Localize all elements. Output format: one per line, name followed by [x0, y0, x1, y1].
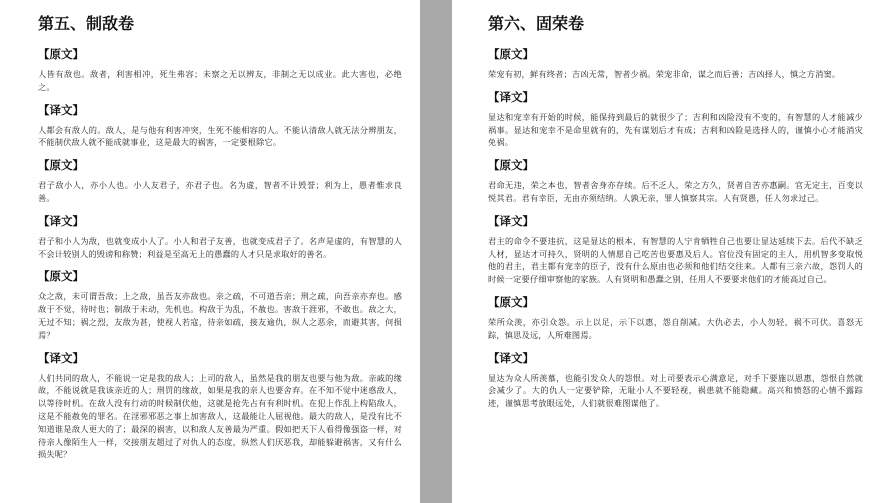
page-title: 第六、固荣卷	[488, 14, 585, 33]
section-heading: 【译文】	[38, 350, 84, 365]
page-title: 第五、制敌卷	[38, 14, 135, 33]
section-heading: 【原文】	[488, 294, 534, 309]
section-heading: 【译文】	[38, 102, 84, 117]
section-heading: 【原文】	[488, 47, 534, 61]
paragraph: 人们共同的敌人，不能说一定是我的敌人；上司的敌人，虽然是我的朋友也要与他为敌。亲戚的缘故，不能说就是我该亲近的人；刑罚的缘故，如果是我的亲人也要舍弃。在不知不觉中迷惑敌人，以等待时机。在敌人没有行动的时候制伏他，这就是抢先占有有利时机。在犯上作乱上构陷敌人，这是不能赦免的罪名。在淫邪邪恶之事上加害敌人，这最能让人屈视他。最大的敌人，是没有比不知道谁是敌人更大的了；最深的祸害，以和敌人友善最为严重。假如把天下人看得像强盗一样，对待亲人像陌生人一样，交接朋友超过了对仇人的态度，纵然人们厌恶我，却能躲避祸害，又有什么损失呢？	[38, 372, 402, 460]
section-heading: 【原文】	[38, 158, 84, 173]
section-heading: 【原文】	[38, 269, 84, 284]
paragraph: 君命无违，荣之本也，智者舍身亦存续。后不乏人，荣之方久，贤者自苦亦惠嗣。官无定主，百变以悦其君。君有幸臣，无由亦须结纳。人孰无亲，罪人慎察其宗。人有贤愚，任人勿求过己。	[488, 180, 863, 203]
paragraph: 显达为众人所羡慕，也能引发众人的怨恨。对上司要表示心满意足，对手下要施以恩惠，怨恨自然就会减少了。大的仇人一定要铲除，无耻小人不要轻视，祸患就不能隐藏。高兴和愤怒的心情不露踪迹，谨慎思考放眼远处，人们就很难图谋他了。	[488, 372, 863, 409]
paragraph: 荣所众羡，亦引众怨。示上以足，示下以惠，怨自削减。大仇必去，小人勿轻，祸不可伏。喜怒无踪，慎思及远，人所难图焉。	[488, 316, 863, 340]
paragraph: 荣宠有初，鲜有终者；吉凶无常，智者少祸。荣宠非命，谋之而后善；吉凶择人，慎之方消窦。	[488, 69, 841, 79]
paragraph: 人都会有敌人的。敌人，是与他有利害冲突，生死不能相容的人。不能认清敌人就无法分辨朋友，不能制伏敌人就不能成就事业，这是最大的祸害，一定要根除它。	[38, 124, 402, 148]
left-page	[0, 0, 420, 503]
section-heading: 【原文】	[488, 158, 534, 173]
right-page	[452, 0, 893, 503]
section-heading: 【原文】	[38, 47, 84, 61]
paragraph: 众之敌，未可谓吾敌；上之敌，虽吾友亦敌也。亲之疏，不可道吾亲；刑之疏，向吾亲亦弃也。感敌于不觉，待时也；制敌于未动，先机也。构敌于为乱，不赦也。害敌于涯邪，不敢也。敌之大，无过不知；祸之烈，友敌为甚，使视人若寇，待亲如疏，接友逾仇，纵人之恶余，而避其害，何损焉？	[38, 291, 402, 340]
section-heading: 【译文】	[488, 213, 534, 228]
section-heading: 【译文】	[488, 89, 534, 104]
paragraph: 君子敌小人，亦小人也。小人友君子，亦君子也。名为虚，智者不计毁誉；利为上，愚者惟求良善。	[38, 180, 402, 203]
section-heading: 【译文】	[488, 350, 534, 365]
paragraph: 人皆有敌也。敌者，利害相冲，死生弗容；未察之无以辨友，非制之无以成业。此大害也，必绝之。	[38, 69, 402, 92]
section-heading: 【译文】	[38, 213, 84, 228]
paragraph: 君主的命令不要违抗，这是显达的根本，有智慧的人宁肯牺牲自己也要让显达延续下去。后代不缺乏人材，显达才可持久，贤明的人情愿自己吃苦也要惠及后人。官位没有固定的主人，用机智多变取悦他的君主，君主都有宠幸的臣子，没有什么原由也必须和他们结交往来。人都有三亲六故，怨罚人的时候一定要仔细审察他的家族。人有贤明和愚蠢之别，任用人不要要求他们的才能高过自己。	[488, 235, 863, 285]
paragraph: 显达和宠幸有开始的时候，能保持到最后的就很少了；吉利和凶险没有不变的，有智慧的人才能减少祸事。显达和宠幸不是命里就有的，先有谋划后才有成；吉利和凶险是选择人的，谨慎小心才能消灾免祸。	[488, 111, 863, 148]
paragraph: 君子和小人为敌，也就变成小人了。小人和君子友善，也就变成君子了。名声是虚的，有智慧的人不会计较别人的毁谤和称赞；利益是至高无上的愚蠢的人才只是求取好的善名。	[38, 235, 402, 259]
